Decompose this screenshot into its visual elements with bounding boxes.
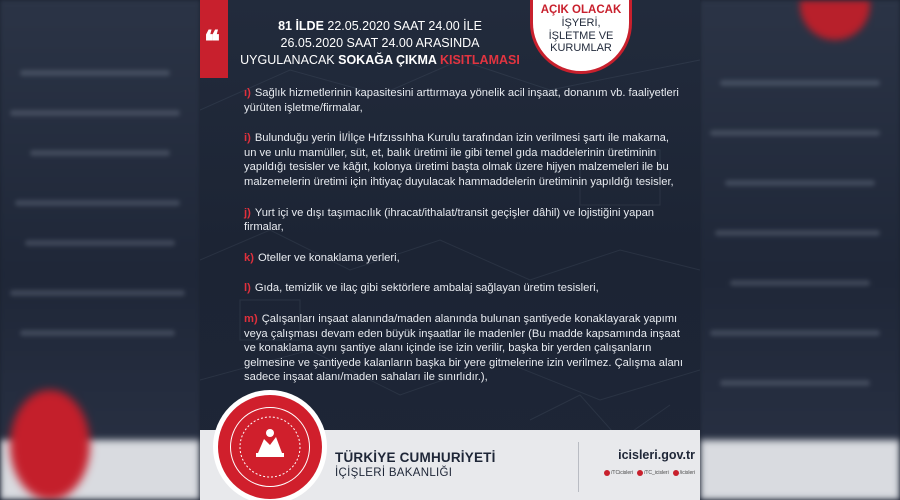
badge-line: KURUMLAR <box>550 42 612 54</box>
seal-emblem-icon <box>218 395 322 499</box>
item-text: Yurt içi ve dışı taşımacılık (ihracat/ithalat/transit geçişler dâhil) ve lojistiğini yapan firmalar, <box>244 206 655 234</box>
item-marker: i) <box>244 132 251 145</box>
list-item <box>244 86 684 115</box>
background-right-blur <box>700 0 900 500</box>
quote-box <box>200 0 228 78</box>
announcement-card <box>200 0 700 500</box>
item-marker: l) <box>244 282 251 295</box>
list-item <box>244 251 684 266</box>
badge-line: İŞYERİ, <box>561 17 601 29</box>
badge-title: AÇIK OLACAK <box>540 4 622 16</box>
social-links <box>590 470 695 476</box>
item-text: Oteller ve konaklama yerleri, <box>257 251 400 264</box>
rules-list <box>244 86 684 401</box>
item-marker: j) <box>244 206 251 219</box>
quote-icon: ❝ <box>204 25 221 60</box>
list-item <box>244 206 684 235</box>
background-left-blur <box>0 0 200 500</box>
facebook-icon <box>604 470 610 476</box>
item-text: Sağlık hizmetlerinin kapasitesini arttırmaya yönelik acil inşaat, donanım vb. faaliyetleri yürüten işletme/firmalar, <box>244 87 679 114</box>
item-marker: k) <box>244 251 254 264</box>
badge-line: İŞLETME VE <box>548 29 614 42</box>
item-text: Gıda, temizlik ve ilaç gibi sektörlere ambalaj sağlayan üretim tesisleri, <box>254 282 599 295</box>
list-item <box>244 312 684 385</box>
twitter-icon <box>637 470 643 476</box>
social-link-facebook[interactable]: /TCicisleri <box>604 470 633 476</box>
headline: 81 İLDE 22.05.2020 SAAT 24.00 İLE 26.05.2020 SAAT 24.00 ARASINDA UYGULANACAK SOKAĞA ÇIKMA KISITLAMASI <box>240 19 520 67</box>
social-link-instagram[interactable]: /icisleri <box>673 470 695 476</box>
website-link[interactable]: icisleri.gov.tr <box>618 448 695 462</box>
ministry-name: TÜRKİYE CUMHURİYETİ İÇİŞLERİ BAKANLIĞI <box>335 450 496 479</box>
instagram-icon <box>673 470 679 476</box>
list-item <box>244 281 684 296</box>
social-link-twitter[interactable]: /TC_icisleri <box>637 470 669 476</box>
footer-divider <box>578 442 579 492</box>
item-text: Bulunduğu yerin İl/İlçe Hıfzıssıhha Kurulu tarafından izin verilmesi şartı ile makarna, un ve unlu mamüller, süt, et, balık üretimi ile gibi temel gıda maddelerinin üretiminin yapıldığı tesisler ve kâğıt, kolonya üretimi başta olmak üzere hijyen malzemeleri ile bu malzemelerin üretimi için ihtiyaç duyulacak hammaddelerin üretiminin yapıldığı tesisler, <box>244 132 674 188</box>
ministry-seal <box>218 395 322 499</box>
list-item <box>244 131 684 189</box>
item-marker: m) <box>244 312 258 325</box>
item-marker: ı) <box>244 87 251 99</box>
item-text: Çalışanları inşaat alanında/maden alanında bulunan şantiyede konaklayarak yapımı veya çalışması devam eden büyük inşaatlar ile madenler (Bu madde kapsamında inşaat ve konaklama aynı şantiye alanı içinde ise izin verilir, başka bir yerden çalışanların gelmesine ve şantiyede kalanların başka bir yere gitmelerine izin verilmez. Çalışma alanı sadece inşaat alanı/maden sahaları ile sınırlıdır.), <box>244 312 684 384</box>
